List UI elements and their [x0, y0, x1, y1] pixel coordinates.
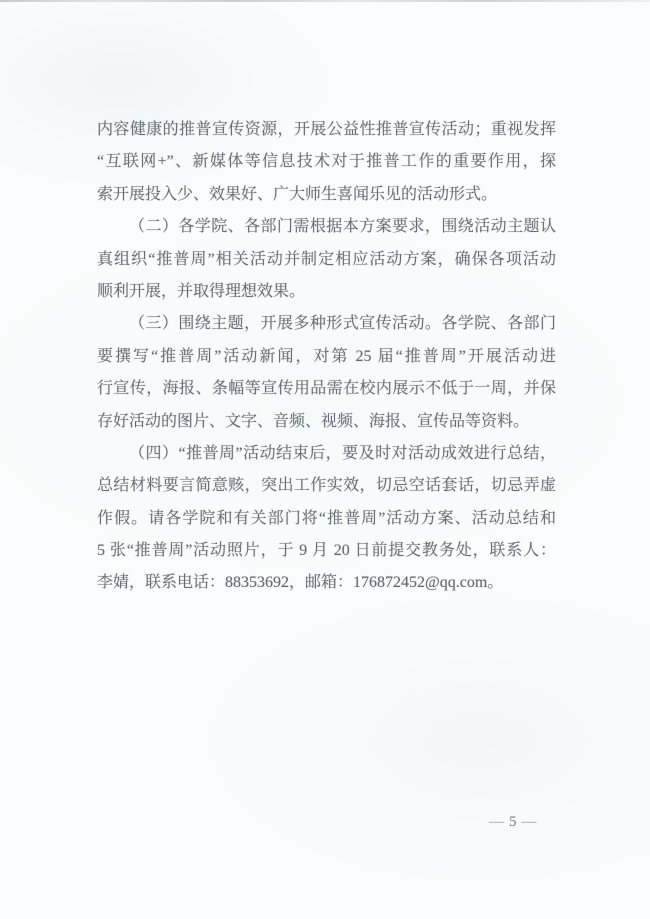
page-number-value: 5: [509, 814, 517, 830]
text-line: （四）“推普周”活动结束后，要及时对活动成效进行总结，: [129, 444, 556, 462]
text-line: （三）围绕主题，开展多种形式宣传活动。各学院、各部门: [129, 315, 556, 333]
page-number-dash-left: —: [489, 814, 504, 830]
scan-edge-artifact: [0, 0, 650, 2]
text-line: 真组织“推普周”相关活动并制定相应活动方案，确保各项活动: [97, 250, 556, 268]
text-line: 行宣传，海报、条幅等宣传用品需在校内展示不低于一周，并保: [97, 380, 556, 398]
text-line: （二）各学院、各部门需根据本方案要求，围绕活动主题认: [129, 218, 556, 236]
text-line: 5 张“推普周”活动照片，于 9 月 20 日前提交教务处，联系人：: [97, 542, 556, 560]
text-line: “互联网+”、新媒体等信息技术对于推普工作的重要作用，探: [97, 153, 556, 171]
page-number-dash-right: —: [521, 814, 537, 830]
document-body: [97, 114, 556, 600]
text-line: 总结材料要言简意赅，突出工作实效，切忌空话套话，切忌弄虚: [97, 477, 556, 495]
text-line: 要撰写“推普周”活动新闻，对第 25 届“推普周”开展活动进: [97, 347, 556, 365]
page-number: [484, 812, 542, 832]
text-line: 存好活动的图片、文字、音频、视频、海报、宣传品等资料。: [97, 412, 530, 430]
text-line: 内容健康的推普宣传资源，开展公益性推普宣传活动；重视发挥: [97, 121, 556, 138]
text-line: 作假。请各学院和有关部门将“推普周”活动方案、活动总结和: [97, 509, 556, 527]
text-line: 顺利开展，并取得理想效果。: [97, 282, 306, 300]
text-line: 李婧，联系电话：88353692，邮箱：176872452@qq.com。: [97, 574, 504, 592]
text-line: 索开展投入少、效果好、广大师生喜闻乐见的活动形式。: [97, 185, 498, 203]
